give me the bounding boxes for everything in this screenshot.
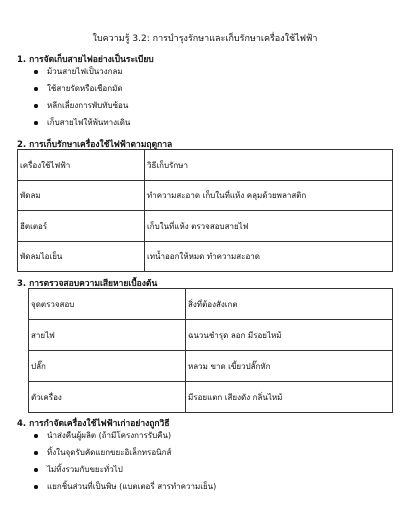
table-header-cell: สิ่งที่ต้องสังเกต [186, 289, 393, 320]
section-1-list [0, 63, 130, 131]
table-header-cell: จุดตรวจสอบ [29, 289, 186, 320]
table-header-row [29, 289, 393, 320]
list-item: หลีกเลี่ยงการพับทับซ้อน [0, 97, 130, 114]
table-cell: พัดลม [18, 181, 145, 211]
table-row [29, 382, 393, 413]
list-item: ใช้สายรัดหรือเชือกมัด [0, 80, 130, 97]
section-4-list [0, 427, 216, 495]
table-cell: เทน้ำออกให้หมด ทำความสะอาด [145, 242, 393, 272]
list-item: ไม่ทิ้งรวมกับขยะทั่วไป [0, 461, 216, 478]
section-2-heading: 2. การเก็บรักษาเครื่องใช้ไฟฟ้าตามฤดูกาล [17, 140, 173, 150]
list-item: เก็บสายไฟให้พ้นทางเดิน [0, 114, 130, 131]
section-1-heading: 1. การจัดเก็บสายไฟอย่างเป็นระเบียบ [17, 55, 154, 65]
table-cell: หลวม ขาด เขี้ยวปลั๊กหัก [186, 351, 393, 382]
section-3-heading: 3. การตรวจสอบความเสียหายเบื้องต้น [17, 279, 158, 289]
table-header-cell: เครื่องใช้ไฟฟ้า [18, 150, 145, 181]
list-item: ทิ้งในจุดรับคัดแยกขยะอิเล็กทรอนิกส์ [0, 444, 216, 461]
damage-inspection-table [28, 288, 393, 413]
section-4-heading: 4. การกำจัดเครื่องใช้ไฟฟ้าเก่าอย่างถูกวิธี [17, 419, 170, 429]
table-row [18, 181, 393, 211]
table-row [29, 351, 393, 382]
table-cell: มีรอยแตก เสียงดัง กลิ่นไหม้ [186, 382, 393, 413]
table-row [29, 320, 393, 351]
table-cell: พัดลมไอเย็น [18, 242, 145, 272]
list-item: แยกชิ้นส่วนที่เป็นพิษ (แบตเตอรี่ สารทำความเย็น) [0, 478, 216, 495]
list-item: นำส่งคืนผู้ผลิต (ถ้ามีโครงการรับคืน) [0, 427, 216, 444]
table-cell: ปลั๊ก [29, 351, 186, 382]
list-item: ม้วนสายไฟเป็นวงกลม [0, 63, 130, 80]
seasonal-storage-table [17, 149, 393, 272]
document-title: ใบความรู้ 3.2: การบำรุงรักษาและเก็บรักษาเครื่องใช้ไฟฟ้า [92, 34, 318, 44]
table-header-row [18, 150, 393, 181]
table-cell: ฉนวนชำรุด ลอก มีรอยไหม้ [186, 320, 393, 351]
table-row [18, 242, 393, 272]
table-row [18, 211, 393, 242]
table-cell: ทำความสะอาด เก็บในที่แห้ง คลุมด้วยพลาสติก [145, 181, 393, 211]
table-cell: ตัวเครื่อง [29, 382, 186, 413]
table-header-cell: วิธีเก็บรักษา [145, 150, 393, 181]
table-cell: สายไฟ [29, 320, 186, 351]
table-cell: ฮีตเตอร์ [18, 211, 145, 242]
table-cell: เก็บในที่แห้ง ตรวจสอบสายไฟ [145, 211, 393, 242]
